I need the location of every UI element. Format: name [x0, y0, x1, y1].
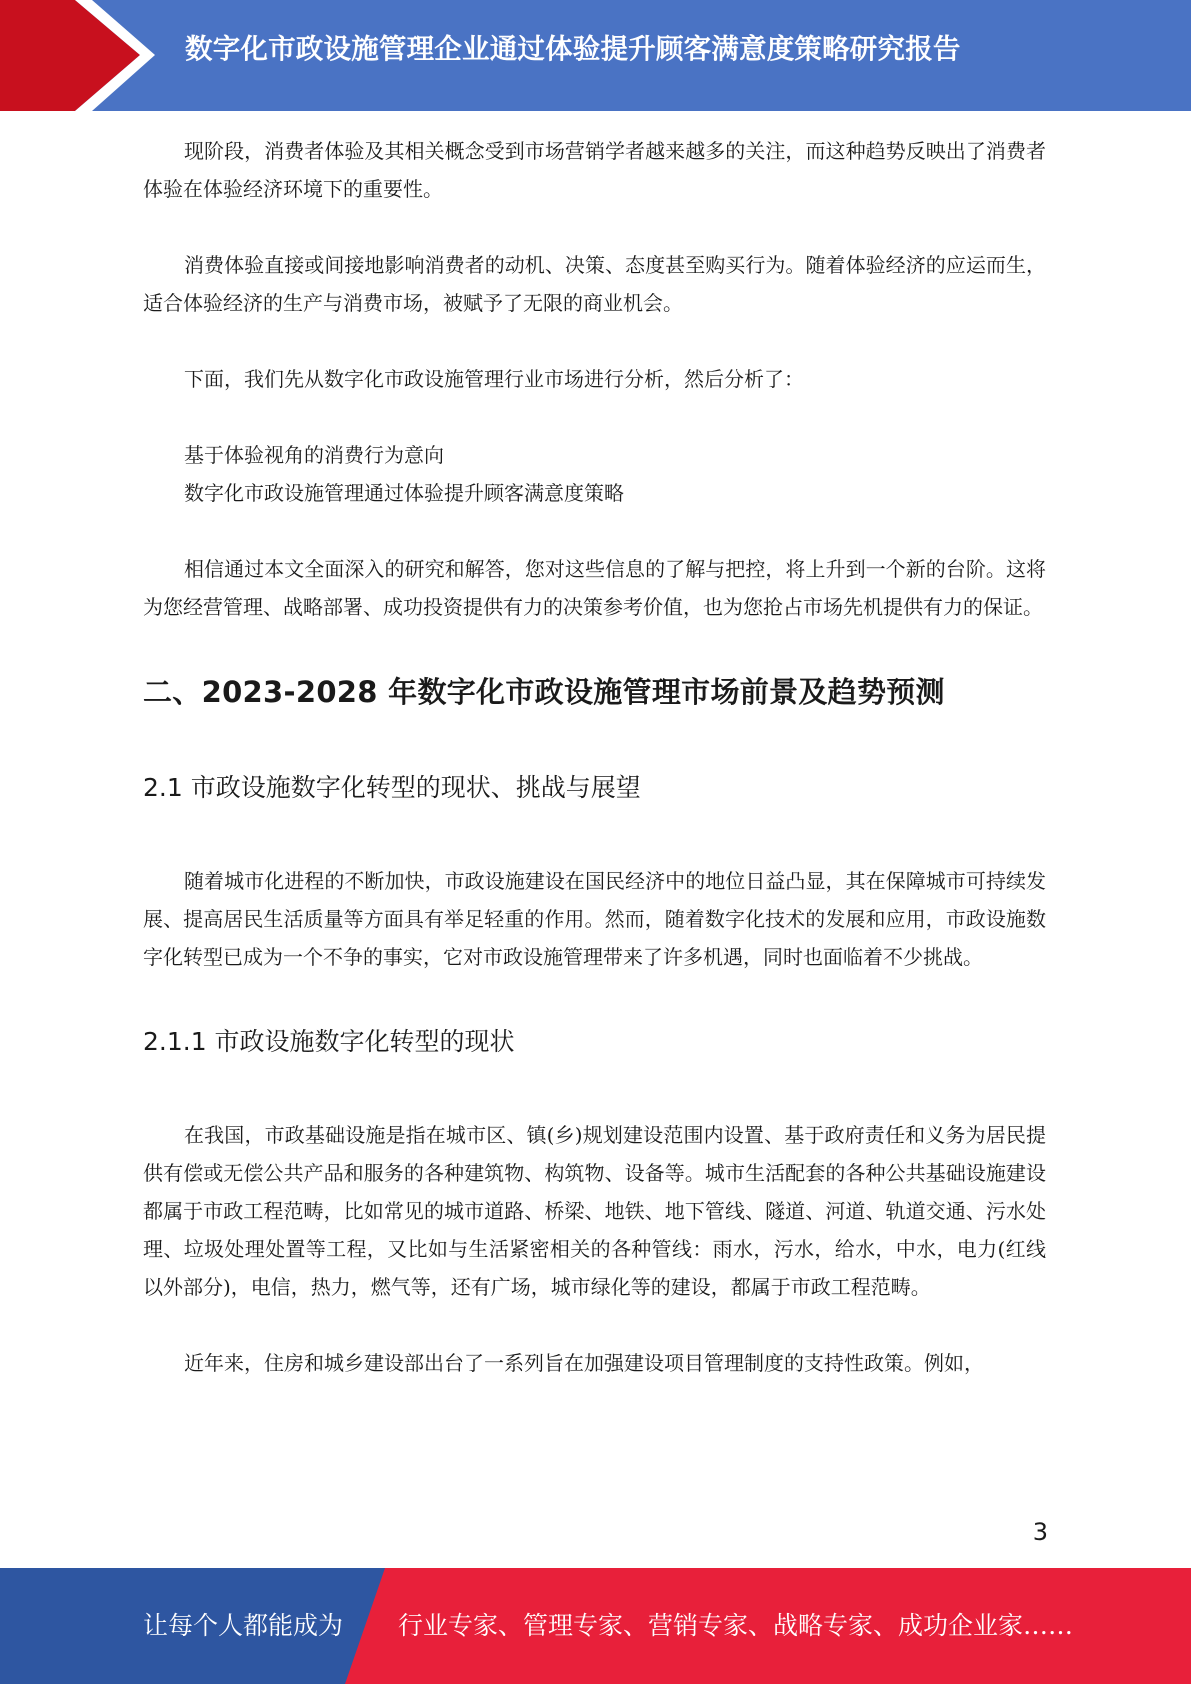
report-title: 数字化市政设施管理企业通过体验提升顾客满意度策略研究报告 [185, 33, 961, 65]
page-footer [0, 1568, 1191, 1684]
intro-paragraph-4: 相信通过本文全面深入的研究和解答，您对这些信息的了解与把控，将上升到一个新的台阶。这将为您经营管理、战略部署、成功投资提供有力的决策参考价值，也为您抢占市场先机提供有力的保证。 [143, 557, 1046, 619]
footer-slogan-left: 让每个人都能成为 [143, 1611, 344, 1640]
section-2-1-paragraph: 随着城市化进程的不断加快，市政设施建设在国民经济中的地位日益凸显，其在保障城市可持续发展、提高居民生活质量等方面具有举足轻重的作用。然而，随着数字化技术的发展和应用，市政设施数字化转型已成为一个不争的事实，它对市政设施管理带来了许多机遇，同时也面临着不少挑战。 [143, 869, 1046, 969]
intro-paragraph-2: 消费体验直接或间接地影响消费者的动机、决策、态度甚至购买行为。随着体验经济的应运而生，适合体验经济的生产与消费市场，被赋予了无限的商业机会。 [143, 253, 1046, 315]
intro-paragraph-3: 下面，我们先从数字化市政设施管理行业市场进行分析，然后分析了： [184, 367, 804, 391]
page-header [0, 0, 1191, 111]
footer-slogan-right: 行业专家、管理专家、营销专家、战略专家、成功企业家…… [398, 1611, 1074, 1640]
section-2-1-1-paragraph-1: 在我国，市政基础设施是指在城市区、镇(乡)规划建设范围内设置、基于政府责任和义务为居民提供有偿或无偿公共产品和服务的各种建筑物、构筑物、设备等。城市生活配套的各种公共基础设施建设都属于市政工程范畴，比如常见的城市道路、桥梁、地铁、地下管线、隧道、河道、轨道交通、污水处理、垃圾处理处置等工程，又比如与生活紧密相关的各种管线：雨水，污水，给水，中水，电力(红线以外部分)，电信，热力，燃气等，还有广场，城市绿化等的建设，都属于市政工程范畴。 [143, 1123, 1046, 1299]
intro-list-item-1: 基于体验视角的消费行为意向 [184, 443, 444, 467]
header-chevron-decoration [0, 0, 160, 111]
intro-paragraph-1: 现阶段，消费者体验及其相关概念受到市场营销学者越来越多的关注，而这种趋势反映出了消费者体验在体验经济环境下的重要性。 [143, 139, 1046, 201]
page-content [143, 132, 1046, 1382]
section-2-1-1-paragraph-2: 近年来，住房和城乡建设部出台了一系列旨在加强建设项目管理制度的支持性政策。例如， [184, 1351, 984, 1375]
intro-list-item-2: 数字化市政设施管理通过体验提升顾客满意度策略 [184, 481, 624, 505]
section-2-1-heading: 2.1 市政设施数字化转型的现状、挑战与展望 [143, 773, 641, 802]
section-2-heading: 二、2023-2028 年数字化市政设施管理市场前景及趋势预测 [143, 675, 945, 709]
page-number: 3 [1032, 1518, 1048, 1546]
section-2-1-1-heading: 2.1.1 市政设施数字化转型的现状 [143, 1027, 515, 1056]
